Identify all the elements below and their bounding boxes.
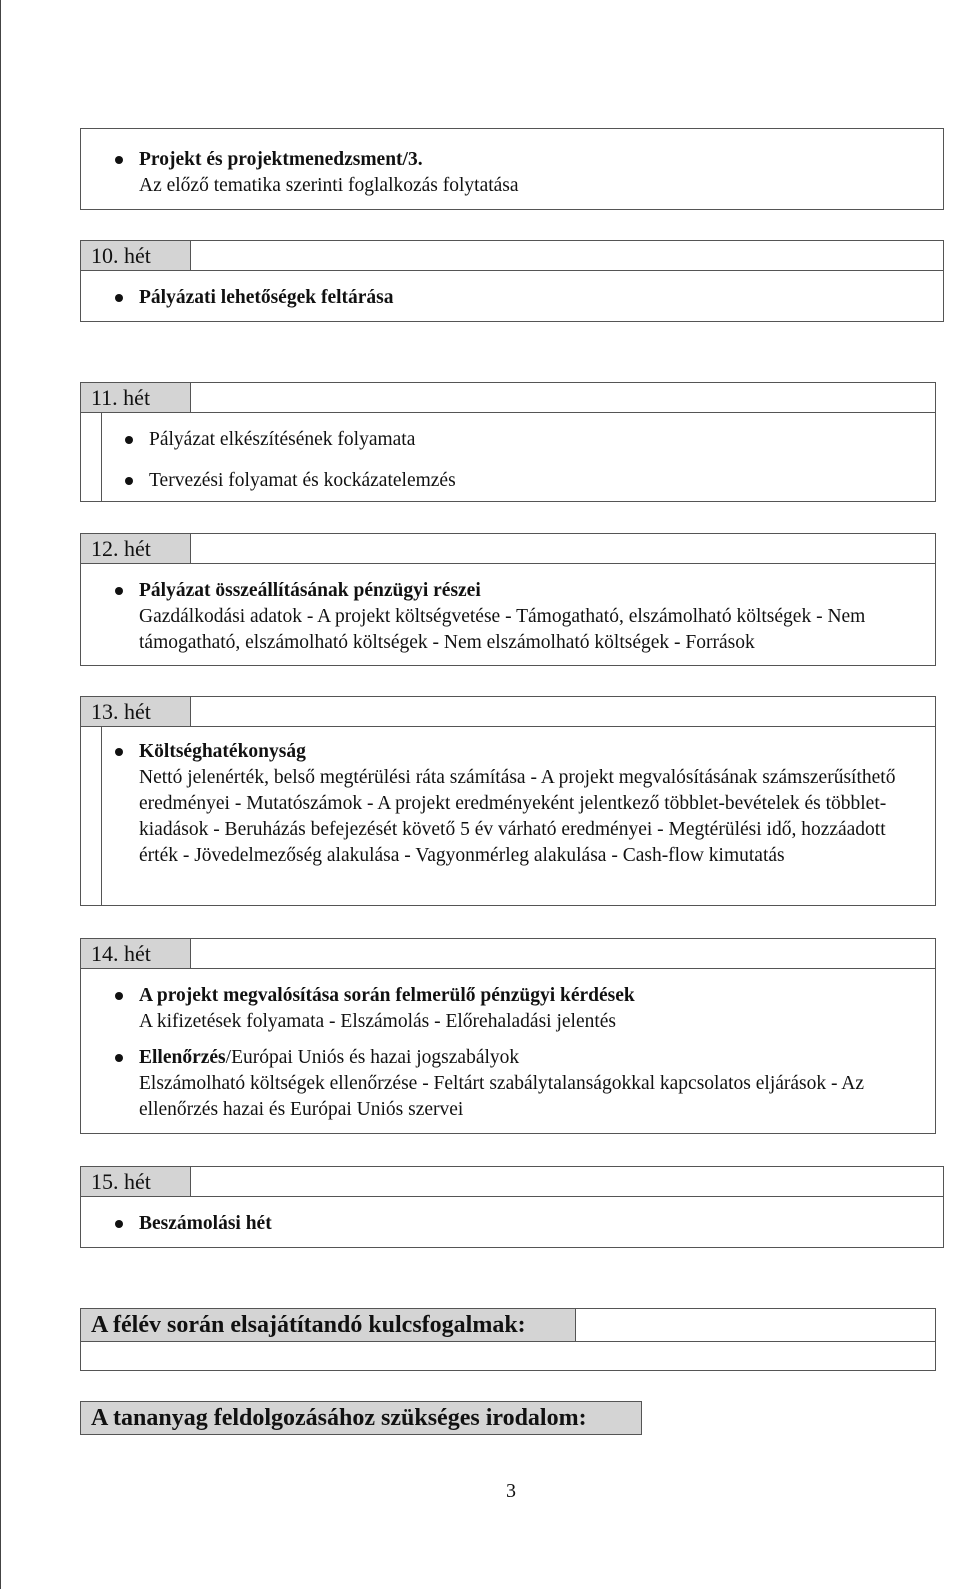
page-number: 3	[506, 1480, 516, 1502]
list-item	[149, 468, 927, 494]
week-block-14	[80, 938, 936, 1134]
list-item	[139, 1045, 927, 1123]
week-label: 14. hét	[81, 939, 191, 969]
item-title: Pályázati lehetőségek feltárása	[139, 287, 394, 308]
left-margin-line	[101, 413, 102, 501]
keywords-content	[80, 1341, 936, 1371]
list-item	[139, 147, 935, 199]
item-title: Tervezési folyamat és kockázatelemzés	[149, 470, 456, 491]
week-header-fill	[191, 241, 943, 271]
item-title: Pályázat elkészítésének folyamata	[149, 429, 416, 450]
item-title-suffix: /Európai Uniós és hazai jogszabályok	[225, 1047, 520, 1068]
week-header-fill	[191, 939, 935, 969]
bullet-icon	[115, 1054, 123, 1062]
item-description: A kifizetések folyamata - Elszámolás - Előrehaladási jelentés	[139, 1011, 617, 1032]
list-item	[149, 427, 927, 453]
week-header-fill	[191, 697, 935, 727]
page-left-border	[0, 0, 1, 1589]
item-description: Az előző tematika szerinti foglalkozás folytatása	[139, 175, 519, 196]
week-label: 15. hét	[81, 1167, 191, 1197]
item-title: Beszámolási hét	[139, 1213, 272, 1234]
keywords-heading-fill	[575, 1308, 936, 1342]
bullet-icon	[115, 748, 123, 756]
item-description: Nettó jelenérték, belső megtérülési ráta számítása - A projekt megvalósításának számszerűsíthető eredményei - Mutatószámok - A projekt eredményeként jelentkező többlet-bevételek és többlet-kiadások - Beruházás befejezését követő 5 év várható eredményei - Megtérülési idő, hozzáadott érték - Jövedelmezőség alakulása - Vagyonmérleg alakulása - Cash-flow kimutatás	[139, 767, 896, 866]
bullet-icon	[115, 587, 123, 595]
item-description: Elszámolható költségek ellenőrzése - Feltárt szabálytalanságokkal kapcsolatos eljárások - Az ellenőrzés hazai és Európai Uniós szervei	[139, 1073, 865, 1120]
list-item	[139, 578, 927, 656]
item-title: Ellenőrzés	[139, 1047, 226, 1068]
week-header-fill	[191, 534, 935, 564]
item-title: Költséghatékonyság	[139, 741, 306, 762]
bullet-icon	[115, 992, 123, 1000]
week-block-13	[80, 696, 936, 906]
bullet-icon	[115, 156, 123, 164]
list-item	[139, 739, 927, 869]
left-margin-line	[101, 727, 102, 905]
week-block-12	[80, 533, 936, 666]
week-header-fill	[191, 383, 935, 413]
bullet-icon	[115, 1220, 123, 1228]
list-item	[139, 983, 927, 1035]
bullet-icon	[125, 477, 133, 485]
week-block-15	[80, 1166, 944, 1248]
keywords-heading: A félév során elsajátítandó kulcsfogalmak:	[80, 1308, 576, 1342]
item-title: Pályázat összeállításának pénzügyi részei	[139, 580, 481, 601]
week-label: 11. hét	[81, 383, 191, 413]
list-item	[139, 285, 935, 311]
week-block-10	[80, 240, 944, 322]
week-block-continuation	[80, 128, 944, 210]
bullet-icon	[115, 294, 123, 302]
bullet-icon	[125, 436, 133, 444]
week-label: 10. hét	[81, 241, 191, 271]
literature-heading: A tananyag feldolgozásához szükséges irodalom:	[80, 1401, 642, 1435]
week-label: 12. hét	[81, 534, 191, 564]
item-description: Gazdálkodási adatok - A projekt költségvetése - Támogatható, elszámolható költségek - Nem támogatható, elszámolható költségek - Nem elszámolható költségek - Források	[139, 606, 866, 653]
list-item	[139, 1211, 935, 1237]
week-label: 13. hét	[81, 697, 191, 727]
item-title: A projekt megvalósítása során felmerülő pénzügyi kérdések	[139, 985, 635, 1006]
week-block-11	[80, 382, 936, 502]
item-title: Projekt és projektmenedzsment/3.	[139, 149, 423, 170]
week-header-fill	[191, 1167, 943, 1197]
